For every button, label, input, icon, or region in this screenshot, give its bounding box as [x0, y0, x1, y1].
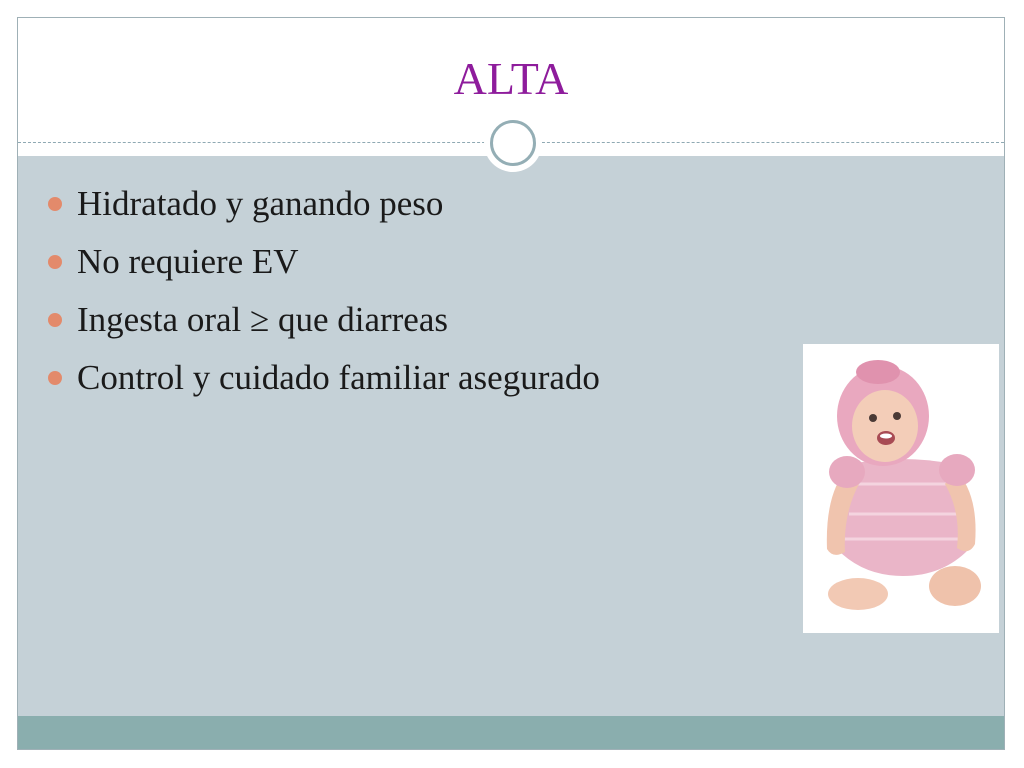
bullet-item	[46, 240, 600, 298]
bullet-list	[46, 182, 600, 414]
baby-photo	[803, 344, 999, 633]
bullet-text: Hidratado y ganando peso	[77, 184, 444, 223]
bullet-item	[46, 298, 600, 356]
bullet-icon	[48, 313, 62, 327]
baby-illustration-icon	[803, 344, 999, 633]
footer-band	[18, 716, 1004, 750]
slide-title: ALTA	[453, 53, 569, 104]
bullet-icon	[48, 197, 62, 211]
bullet-icon	[48, 371, 62, 385]
circle-ring	[490, 120, 536, 166]
bullet-icon	[48, 255, 62, 269]
bullet-text: Ingesta oral ≥ que diarreas	[77, 300, 448, 339]
slide	[17, 17, 1005, 750]
bullet-item	[46, 182, 600, 240]
circle-ornament-icon	[484, 114, 542, 172]
bullet-item	[46, 356, 600, 414]
bullet-text: No requiere EV	[77, 242, 299, 281]
bullet-text: Control y cuidado familiar asegurado	[77, 358, 600, 397]
